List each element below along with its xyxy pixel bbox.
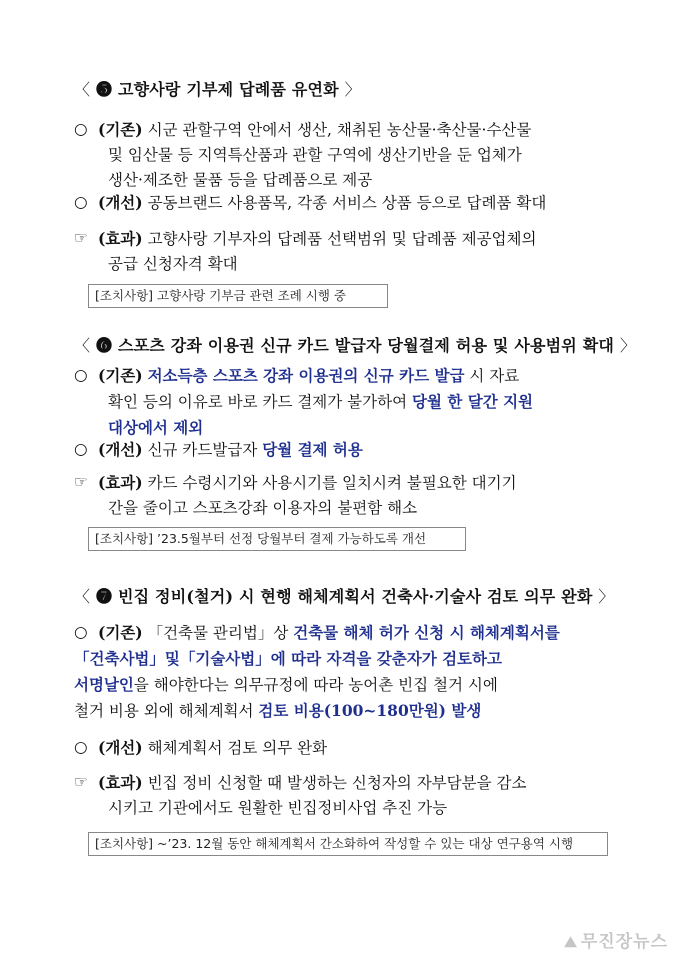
section-7-action-box: [조치사항] ~’23. 12월 동안 해체계획서 간소화하여 작성할 수 있는 대상 연구용역 시행 xyxy=(88,832,608,856)
section-6-heading: 〈 ❻ 스포츠 강좌 이용권 신규 카드 발급자 당월결제 허용 및 사용범위 확대 〉 xyxy=(74,336,637,355)
section-5-heading: 〈 ❺ 고향사랑 기부제 답례품 유연화 〉 xyxy=(74,80,361,99)
section-5-action-box: [조치사항] 고향사랑 기부금 관련 조례 시행 중 xyxy=(88,284,388,308)
mountain-logo-icon: ⛰ xyxy=(564,933,578,951)
section-6-action-box: [조치사항] ’23.5월부터 선정 당월부터 결제 가능하도록 개선 xyxy=(88,527,466,551)
section-7-heading: 〈 ❼ 빈집 정비(철거) 시 현행 해체계획서 건축사·기술사 검토 의무 완화 〉 xyxy=(74,587,615,606)
watermark: ⛰ 무진장뉴스 xyxy=(564,932,668,952)
